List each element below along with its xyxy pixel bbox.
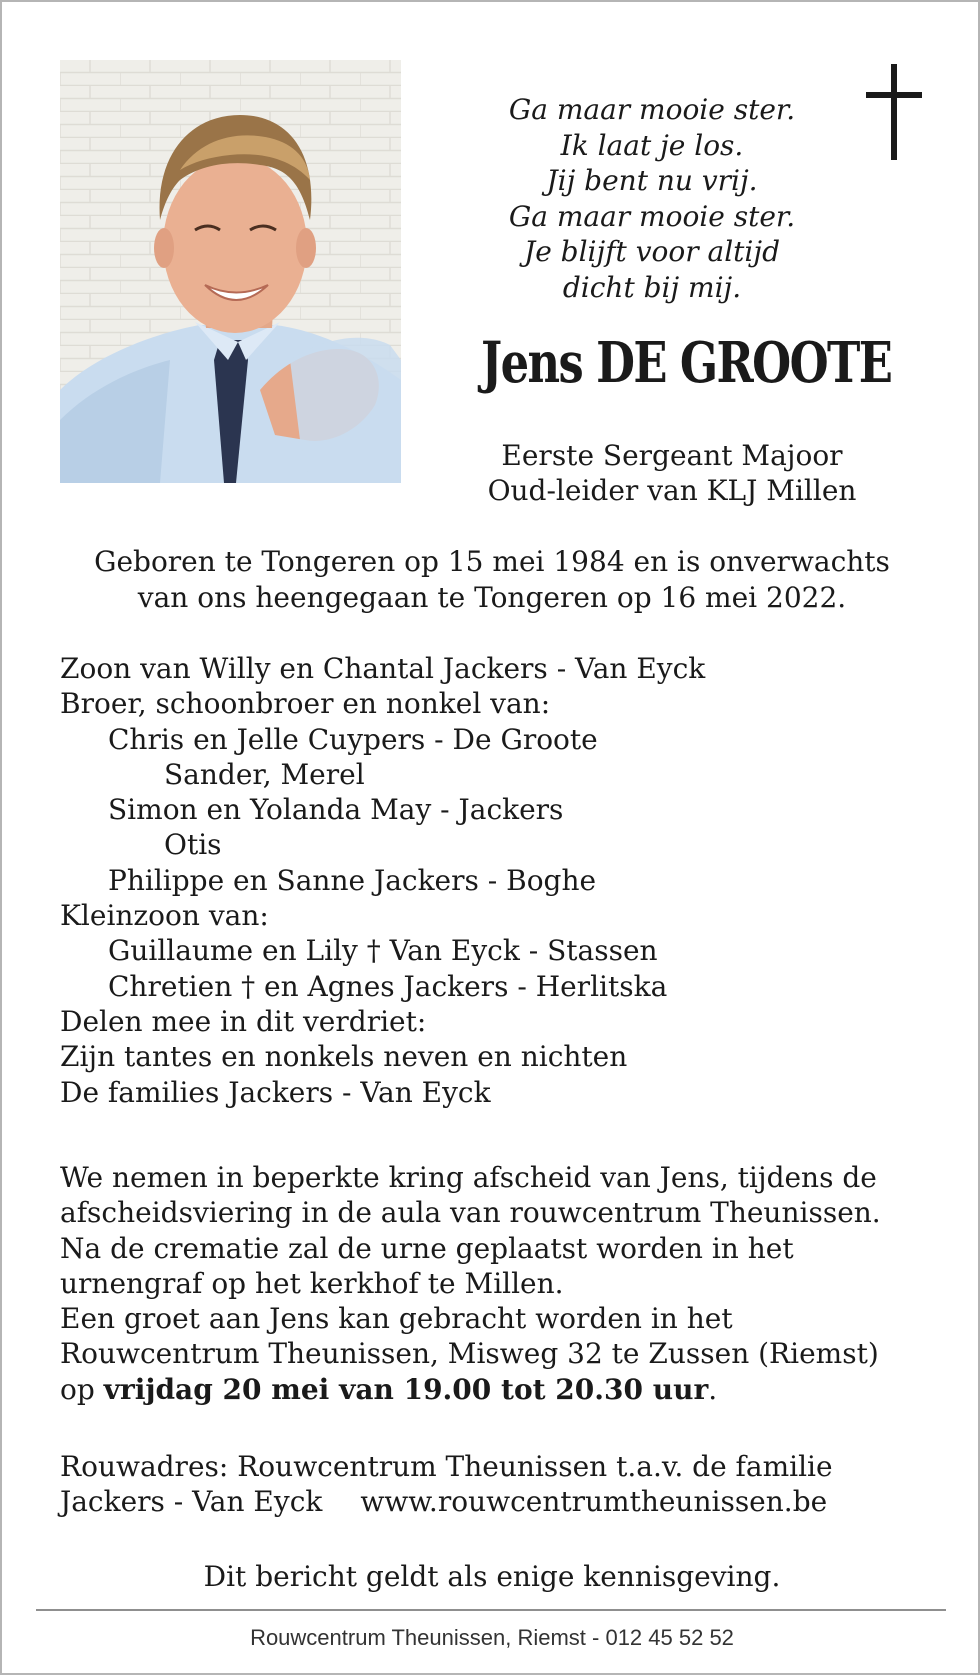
birth-death-statement (42, 544, 942, 615)
portrait-photo (60, 60, 401, 483)
poem-line: Ga maar mooie ster. (508, 199, 796, 233)
visitation-line (60, 1372, 960, 1407)
deceased-name: Jens DE GROOTE (481, 330, 892, 396)
portrait-illustration (60, 60, 401, 483)
service-line: afscheidsviering in de aula van rouwcentrum Theunissen. (60, 1196, 881, 1230)
poem-line: Ga maar mooie ster. (508, 93, 796, 126)
poem-line: Je blijft voor altijd (523, 235, 780, 268)
poem-line: Jij bent nu vrij. (546, 164, 758, 197)
service-line: Rouwcentrum Theunissen, Misweg 32 te Zussen (Riemst) (60, 1337, 879, 1371)
deceased-titles (442, 438, 902, 508)
poem-line: Ik laat je los. (560, 128, 744, 162)
poem-line: dicht bij mij. (562, 270, 742, 304)
visitation-time: vrijdag 20 mei van 19.00 tot 20.30 uur (103, 1372, 709, 1406)
poem (442, 92, 862, 305)
family-list (60, 651, 940, 1110)
website-link[interactable]: www.rouwcentrumtheunissen.be (360, 1485, 828, 1519)
title-line: Eerste Sergeant Majoor (501, 439, 843, 472)
share-heading: Delen mee in dit verdriet: (60, 1004, 427, 1038)
sibling-line: Chris en Jelle Cuypers - De Groote (108, 722, 598, 756)
sibling-line: Philippe en Sanne Jackers - Boghe (108, 863, 597, 897)
service-details (60, 1160, 960, 1407)
share-line: De families Jackers - Van Eyck (60, 1075, 491, 1109)
death-line: van ons heengegaan te Tongeren op 16 mei 2022. (137, 580, 847, 614)
sibling-children-line: Sander, Merel (164, 757, 365, 791)
birth-line: Geboren te Tongeren op 15 mei 1984 en is onverwachts (94, 545, 890, 578)
sibling-line: Simon en Yolanda May - Jackers (108, 793, 564, 827)
siblings-heading: Broer, schoonbroer en nonkel van: (60, 687, 551, 721)
son-of-line: Zoon van Willy en Chantal Jackers - Van Eyck (60, 652, 706, 685)
service-line: Een groet aan Jens kan gebracht worden in het (60, 1302, 733, 1336)
mourning-address (60, 1449, 960, 1520)
address-line: Rouwadres: Rouwcentrum Theunissen t.a.v. de familie (60, 1450, 833, 1483)
visitation-prefix: op (60, 1372, 104, 1406)
footer-contact: Rouwcentrum Theunissen, Riemst - 012 45 52 52 (250, 1625, 734, 1650)
title-line: Oud-leider van KLJ Millen (487, 474, 857, 507)
address-family: Jackers - Van Eyck (60, 1485, 323, 1519)
visitation-suffix: . (708, 1372, 718, 1406)
share-line: Zijn tantes en nonkels neven en nichten (60, 1040, 628, 1074)
cross-icon (866, 64, 922, 160)
address-line-2 (60, 1484, 960, 1519)
sibling-children-line: Otis (164, 828, 222, 862)
grandson-heading: Kleinzoon van: (60, 899, 269, 933)
grandparents-line: Guillaume en Lily † Van Eyck - Stassen (108, 934, 658, 968)
divider (36, 1609, 946, 1611)
service-line: We nemen in beperkte kring afscheid van Jens, tijdens de (60, 1161, 877, 1194)
grandparents-line: Chretien † en Agnes Jackers - Herlitska (108, 969, 668, 1003)
service-line: urnengraf op het kerkhof te Millen. (60, 1266, 564, 1300)
notice-line: Dit bericht geldt als enige kennisgeving. (203, 1560, 781, 1593)
service-line: Na de crematie zal de urne geplaatst worden in het (60, 1231, 794, 1265)
